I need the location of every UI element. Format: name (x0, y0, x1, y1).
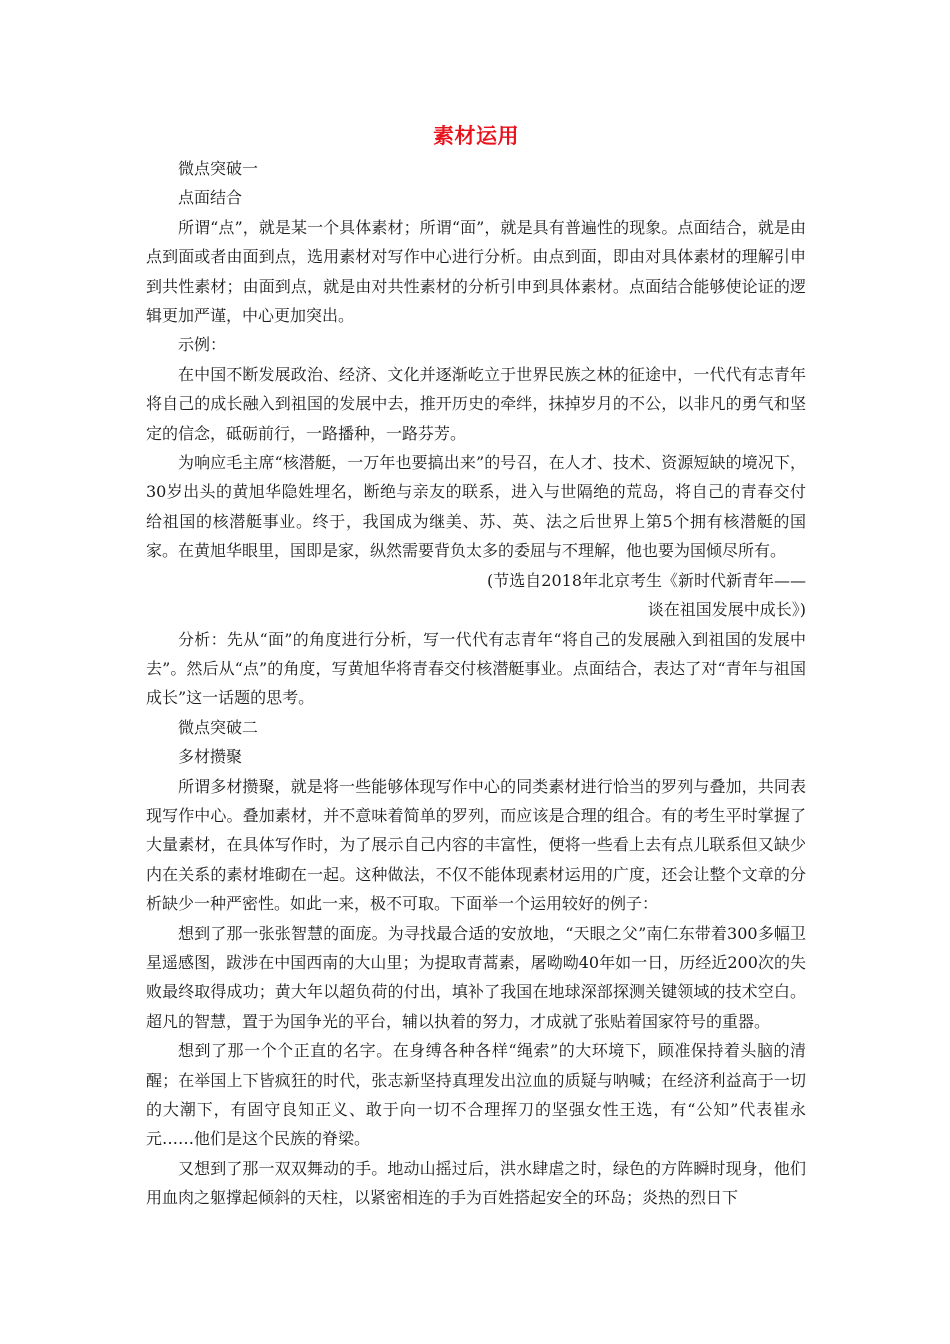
section2-intro-paragraph: 所谓多材攒聚，就是将一些能够体现写作中心的同类素材进行恰当的罗列与叠加，共同表现写作中心。叠加素材，并不意味着简单的罗列，而应该是合理的组合。有的考生平时掌握了大量素材，在具体写作时，为了展示自己内容的丰富性，便将一些看上去有点儿联系但又缺少内在关系的素材堆砌在一起。这种做法，不仅不能体现素材运用的广度，还会让整个文章的分析缺少一种严密性。如此一来，极不可取。下面举一个运用较好的例子： (146, 776, 806, 914)
section2-heading: 微点突破二 (178, 717, 259, 737)
example-paragraph-2: 为响应毛主席“核潜艇，一万年也要搞出来”的号召，在人才、技术、资源短缺的境况下，30岁出头的黄旭华隐姓埋名，断绝与亲友的联系，进入与世隔绝的荒岛，将自己的青春交付给祖国的核潜艇事业。终于，我国成为继美、苏、英、法之后世界上第5个拥有核潜艇的国家。在黄旭华眼里，国即是家，纵然需要背负太多的委屈与不理解，他也要为国倾尽所有。 (146, 453, 806, 561)
analysis-paragraph: 分析：先从“面”的角度进行分析，写一代代有志青年“将自己的发展融入到祖国的发展中去”。然后从“点”的角度，写黄旭华将青春交付核潜艇事业。点面结合，表达了对“青年与祖国成长”这一话题的思考。 (146, 629, 806, 708)
section1-heading: 微点突破一 (178, 159, 259, 178)
section1-intro-paragraph: 所谓“点”，就是某一个具体素材；所谓“面”，就是具有普遍性的现象。点面结合，就是由点到面或者由面到点，选用素材对写作中心进行分析。由点到面，即由对具体素材的理解引申到共性素材；由面到点，就是由对共性素材的分析引申到具体素材。点面结合能够使论证的逻辑更加严谨，中心更加突出。 (146, 217, 806, 326)
section2-paragraph-3: 又想到了那一双双舞动的手。地动山摇过后，洪水肆虐之时，绿色的方阵瞬时现身，他们用血肉之躯撑起倾斜的天柱，以紧密相连的手为百姓搭起安全的环岛；炎热的烈日下 (146, 1158, 806, 1208)
source-citation (146, 566, 806, 625)
example-paragraph-1: 在中国不断发展政治、经济、文化并逐渐屹立于世界民族之林的征途中，一代代有志青年将自己的成长融入到祖国的发展中去，推开历史的牵绊，抹掉岁月的不公，以非凡的勇气和坚定的信念，砥砺前行，一路播种，一路芬芳。 (146, 364, 806, 443)
document-title: 素材运用 (433, 123, 519, 148)
source-citation-line-1: (节选自2018年北京考生《新时代新青年—— (487, 570, 806, 590)
section2-subheading: 多材攒聚 (178, 747, 243, 767)
example-label: 示例： (178, 335, 227, 355)
source-citation-line-2: 谈在祖国发展中成长》) (647, 600, 806, 620)
document-page (146, 118, 806, 1213)
section2-paragraph-1: 想到了那一张张智慧的面庞。为寻找最合适的安放地，“天眼之父”南仁东带着300多幅卫星遥感图，跋涉在中国西南的大山里；为提取青蒿素，屠呦呦40年如一日，历经近200次的失败最终取得成功；黄大年以超负荷的付出，填补了我国在地球深部探测关键领域的技术空白。超凡的智慧，置于为国争光的平台，辅以执着的努力，才成就了张贴着国家符号的重器。 (146, 923, 806, 1031)
section1-subheading: 点面结合 (178, 188, 243, 208)
section2-paragraph-2: 想到了那一个个正直的名字。在身缚各种各样“绳索”的大环境下，顾准保持着头脑的清醒；在举国上下皆疯狂的时代，张志新坚持真理发出泣血的质疑与呐喊；在经济利益高于一切的大潮下，有固守良知正义、敢于向一切不合理挥刀的坚强女性王选，有“公知”代表崔永元……他们是这个民族的脊梁。 (146, 1041, 806, 1149)
